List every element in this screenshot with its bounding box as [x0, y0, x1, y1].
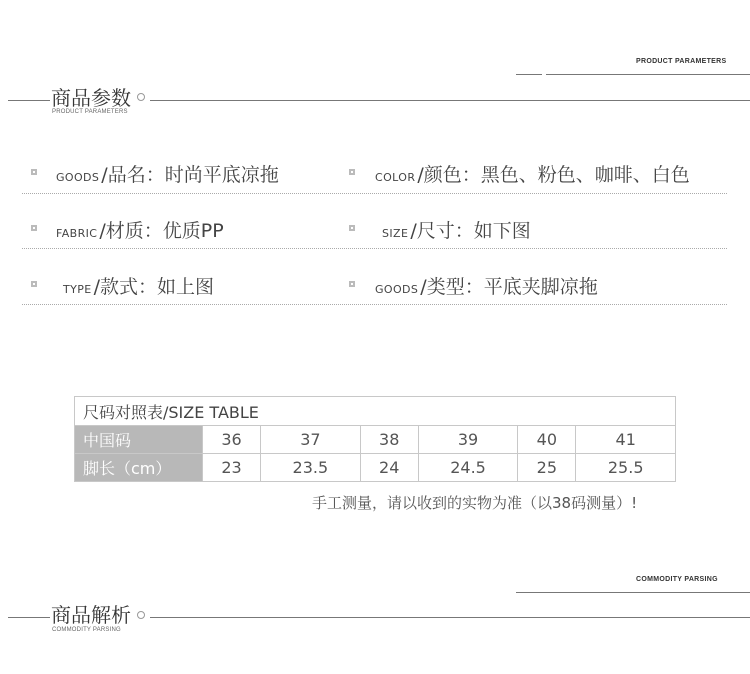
measurement-note: 手工测量，请以收到的实物为准（以38码测量）!: [312, 494, 638, 512]
size-table-caption: 尺码对照表/SIZE TABLE: [75, 397, 676, 426]
param-color: COLOR /颜色：黑色、粉色、咖啡、白色: [375, 164, 690, 186]
section2-en-header: COMMODITY PARSING: [636, 576, 718, 583]
size-cell: 38: [360, 426, 418, 454]
length-cell: 23: [203, 454, 261, 482]
size-cell: 41: [576, 426, 676, 454]
header-rule-long: [546, 74, 750, 75]
param-category: GOODS /类型：平底夹脚凉拖: [375, 276, 598, 298]
param-size: SIZE /尺寸：如下图: [382, 220, 531, 242]
bullet-diamond-icon: [348, 224, 356, 232]
section1-en-header: PRODUCT PARAMETERS: [636, 58, 727, 65]
length-cell: 25.5: [576, 454, 676, 482]
section2-title: 商品解析: [51, 603, 131, 627]
title-rule-right: [150, 617, 750, 618]
param-goods-name: GOODS /品名：时尚平底凉拖: [56, 164, 279, 186]
param-fabric: FABRIC /材质：优质PP: [56, 220, 224, 242]
circle-plus-icon: [137, 611, 145, 619]
size-table: [74, 396, 676, 482]
title-rule-right: [150, 100, 750, 101]
section2-subtitle: COMMODITY PARSING: [52, 627, 121, 633]
size-cell: 36: [203, 426, 261, 454]
length-cell: 24.5: [418, 454, 518, 482]
table-row: [75, 454, 676, 482]
dotted-divider: [22, 248, 727, 249]
section1-title: 商品参数: [51, 86, 131, 110]
bullet-diamond-icon: [348, 168, 356, 176]
dotted-divider: [22, 304, 727, 305]
title-rule-left: [8, 617, 50, 618]
row-label-china-size: 中国码: [75, 426, 203, 454]
param-row-3: [22, 266, 727, 302]
length-cell: 23.5: [261, 454, 361, 482]
param-type: TYPE /款式：如上图: [63, 276, 215, 298]
bullet-diamond-icon: [30, 168, 38, 176]
param-row-2: [22, 210, 727, 246]
length-cell: 25: [518, 454, 576, 482]
size-cell: 39: [418, 426, 518, 454]
header-rule-long: [516, 592, 750, 593]
param-row-1: [22, 154, 727, 190]
circle-plus-icon: [137, 93, 145, 101]
table-row: [75, 426, 676, 454]
dotted-divider: [22, 193, 727, 194]
header-rule-short: [516, 74, 542, 75]
bullet-diamond-icon: [30, 280, 38, 288]
size-cell: 40: [518, 426, 576, 454]
bullet-diamond-icon: [348, 280, 356, 288]
section1-subtitle: PRODUCT PARAMETERS: [52, 109, 128, 115]
bullet-diamond-icon: [30, 224, 38, 232]
row-label-foot-length: 脚长（cm）: [75, 454, 203, 482]
length-cell: 24: [360, 454, 418, 482]
title-rule-left: [8, 100, 50, 101]
size-cell: 37: [261, 426, 361, 454]
